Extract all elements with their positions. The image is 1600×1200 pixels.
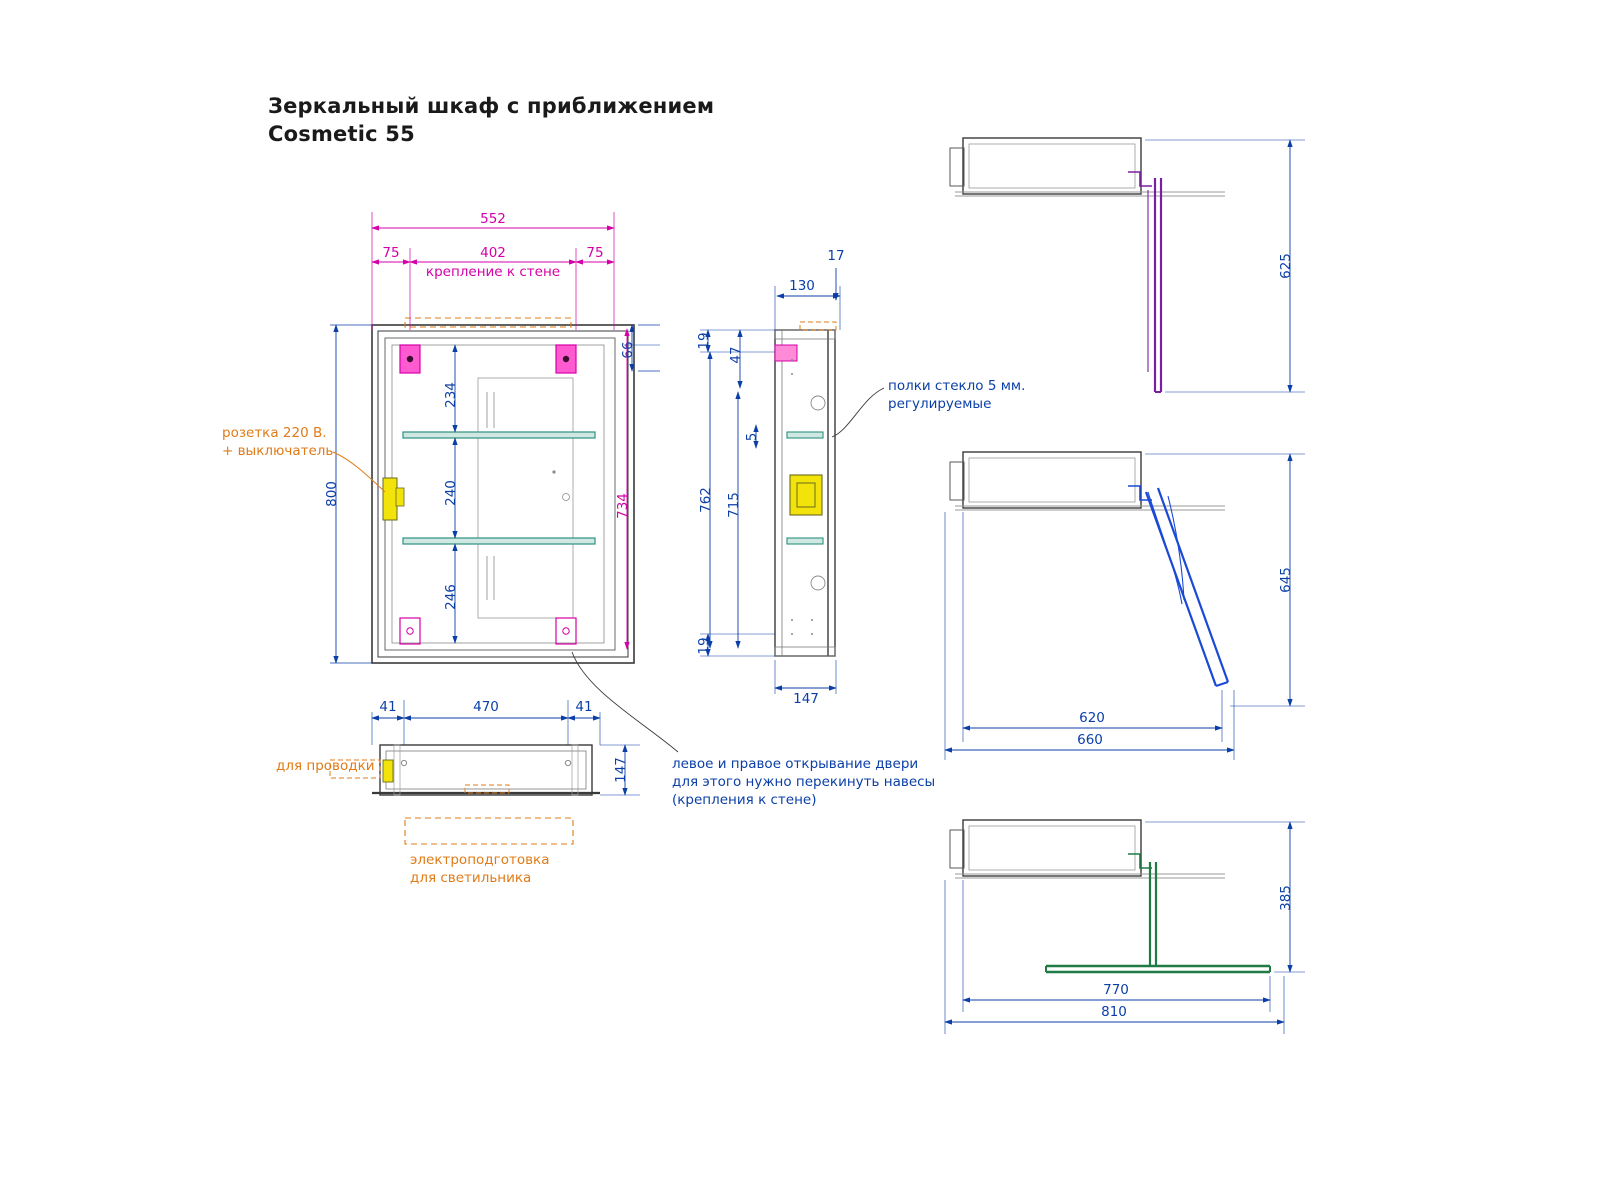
note-wall-mount: крепление к стене (425, 264, 561, 280)
side-section-view (696, 248, 884, 707)
plan-view (330, 652, 678, 844)
dim-240: 240 (443, 480, 459, 506)
dim-19-bottom: 19 (696, 637, 712, 655)
dim-147-side: 147 (793, 691, 819, 707)
dim-800: 800 (324, 481, 340, 507)
dim-75-right: 75 (586, 245, 604, 261)
dim-41-left: 41 (379, 699, 397, 715)
note-socket-line1: розетка 220 В. (222, 425, 327, 441)
door-swing-view-3 (945, 820, 1305, 1034)
note-doorswap-line3: (крепления к стене) (672, 792, 817, 808)
dim-17: 17 (827, 248, 845, 264)
dim-246: 246 (443, 584, 459, 610)
dim-75-left: 75 (382, 245, 400, 261)
title-line-1: Зеркальный шкаф с приближением (268, 94, 715, 118)
dim-715: 715 (726, 492, 742, 518)
note-electro-line2: для светильника (410, 870, 532, 886)
dim-147-plan: 147 (613, 757, 629, 783)
dim-660: 660 (1077, 732, 1103, 748)
dim-41-right: 41 (575, 699, 593, 715)
front-view (324, 211, 660, 663)
dim-762: 762 (698, 487, 714, 513)
annotation-notes (222, 378, 1025, 886)
note-wiring: для проводки (276, 758, 375, 774)
note-shelves-line2: регулируемые (888, 396, 992, 412)
dim-385: 385 (1278, 885, 1294, 911)
dim-130: 130 (789, 278, 815, 294)
dim-234: 234 (443, 382, 459, 408)
dim-47: 47 (728, 346, 744, 364)
dim-5: 5 (744, 432, 760, 442)
dim-620: 620 (1079, 710, 1105, 726)
dim-770: 770 (1103, 982, 1129, 998)
title-line-2: Cosmetic 55 (268, 122, 415, 147)
dim-734: 734 (615, 493, 631, 519)
note-shelves-line1: полки стекло 5 мм. (888, 378, 1026, 394)
note-doorswap-line2: для этого нужно перекинуть навесы (672, 774, 936, 790)
door-swing-view-1 (950, 138, 1305, 392)
dim-645: 645 (1278, 567, 1294, 593)
dim-470: 470 (473, 699, 499, 715)
dim-552: 552 (480, 211, 506, 227)
dim-625: 625 (1278, 253, 1294, 279)
door-swing-view-2 (945, 452, 1305, 760)
dim-810: 810 (1101, 1004, 1127, 1020)
note-socket-line2: + выключатель (222, 443, 334, 459)
dim-66: 66 (620, 341, 636, 359)
dim-19-top: 19 (696, 332, 712, 350)
note-doorswap-line1: левое и правое открывание двери (672, 756, 919, 772)
note-electro-line1: электроподготовка (410, 852, 550, 868)
dim-402: 402 (480, 245, 506, 261)
